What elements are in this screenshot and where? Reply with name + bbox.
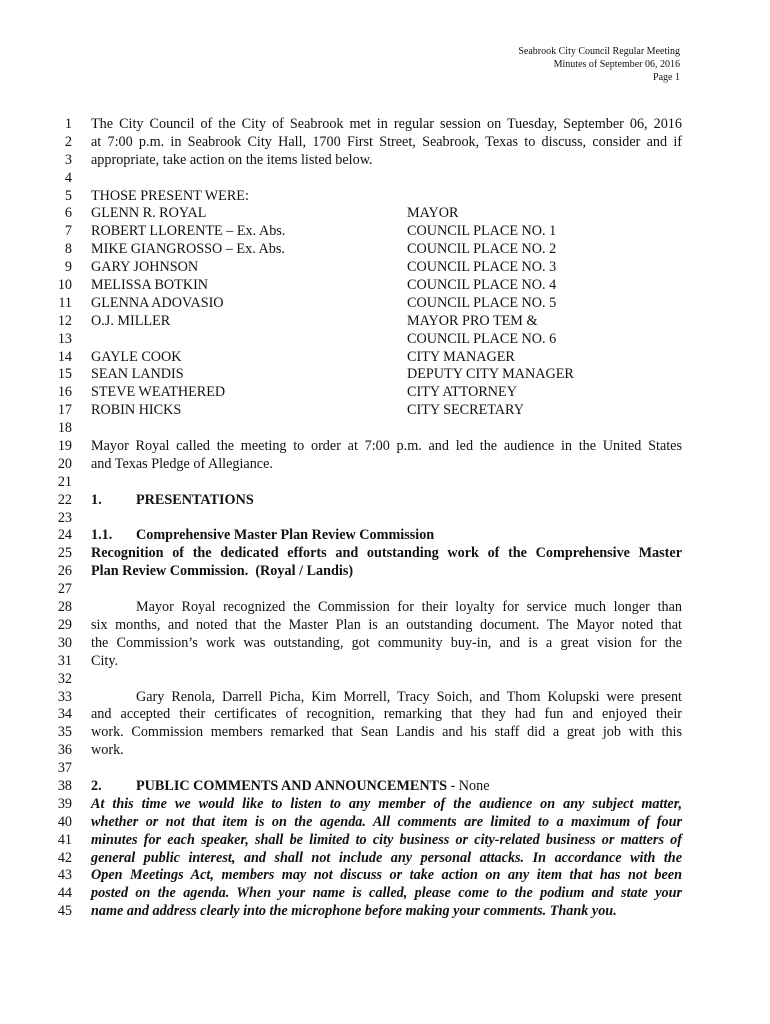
text-line [52, 742, 682, 760]
attendee-row [52, 313, 682, 331]
text-line [52, 760, 682, 778]
line-number: 19 [57, 438, 72, 455]
text-line [52, 635, 682, 653]
attendee-row [52, 349, 682, 367]
line-number: 3 [64, 151, 72, 168]
line-number: 9 [64, 259, 72, 276]
header-page-number: Page 1 [653, 72, 680, 83]
subsection-subtitle-line: Recognition of the dedicated efforts and outstanding work of the Comprehensive Master [91, 545, 682, 562]
line-number: 35 [57, 724, 72, 741]
attendee-row [52, 331, 682, 349]
header-meeting-title: Seabrook City Council Regular Meeting [518, 46, 680, 57]
line-number: 13 [57, 330, 72, 347]
subsection-subtitle-line: Plan Review Commission. (Royal / Landis) [91, 563, 354, 580]
line-number: 38 [57, 777, 72, 794]
line-number: 30 [57, 634, 72, 651]
attendee-name: SEAN LANDIS [91, 366, 184, 383]
attendee-row [52, 366, 682, 384]
line-number: 14 [57, 348, 72, 365]
line-number: 32 [57, 670, 72, 687]
public-comments-line: whether or not that item is on the agenda. All comments are limited to a maximum of four [91, 813, 682, 830]
text-line [52, 653, 682, 671]
section-title: PRESENTATIONS [136, 491, 254, 508]
section-suffix: - None [446, 777, 490, 794]
line-number: 31 [57, 652, 72, 669]
line-number: 27 [57, 581, 72, 598]
present-heading: THOSE PRESENT WERE: [91, 187, 249, 204]
paragraph-line: work. Commission members remarked that Sean Landis and his staff did a great job with this [91, 724, 682, 741]
line-number: 8 [64, 241, 72, 258]
attendee-title: COUNCIL PLACE NO. 5 [407, 294, 557, 311]
line-number: 29 [57, 616, 72, 633]
attendee-name: MELISSA BOTKIN [91, 277, 209, 294]
line-number: 34 [57, 706, 72, 723]
subsection-title: Comprehensive Master Plan Review Commission [136, 527, 435, 544]
attendee-name: STEVE WEATHERED [91, 384, 226, 401]
subsection-heading [52, 527, 682, 545]
section-number: 1. [91, 491, 102, 508]
line-number: 21 [57, 473, 72, 490]
call-to-order-line: and Texas Pledge of Allegiance. [91, 455, 273, 472]
line-number: 40 [57, 813, 72, 830]
intro-line: at 7:00 p.m. in Seabrook City Hall, 1700 First Street, Seabrook, Texas to discuss, consider and if [91, 133, 682, 150]
attendee-name: MIKE GIANGROSSO – Ex. Abs. [91, 241, 285, 258]
text-line [52, 510, 682, 528]
attendee-row [52, 277, 682, 295]
attendee-row [52, 259, 682, 277]
text-line [52, 850, 682, 868]
text-line [52, 617, 682, 635]
line-number: 42 [57, 849, 72, 866]
text-line [52, 545, 682, 563]
attendee-title: MAYOR [407, 205, 459, 222]
line-number: 7 [64, 223, 72, 240]
line-number: 23 [57, 509, 72, 526]
text-line [52, 563, 682, 581]
call-to-order-line: Mayor Royal called the meeting to order at 7:00 p.m. and led the audience in the United States [91, 438, 682, 455]
section-heading [52, 492, 682, 510]
line-number: 41 [57, 831, 72, 848]
text-line [52, 689, 682, 707]
text-line [52, 903, 682, 921]
text-line [52, 814, 682, 832]
page-header [380, 45, 680, 84]
line-number: 11 [58, 294, 72, 311]
line-number: 39 [57, 795, 72, 812]
paragraph-line: work. [91, 742, 124, 759]
text-line [52, 885, 682, 903]
text-line [52, 581, 682, 599]
text-line [52, 456, 682, 474]
attendee-row [52, 223, 682, 241]
line-number: 33 [57, 688, 72, 705]
line-number: 22 [57, 491, 72, 508]
attendee-name: GARY JOHNSON [91, 259, 199, 276]
attendee-row [52, 402, 682, 420]
public-comments-line: name and address clearly into the microphone before making your comments. Thank you. [91, 903, 617, 920]
line-number: 44 [57, 885, 72, 902]
line-number: 25 [57, 545, 72, 562]
line-number: 17 [57, 402, 72, 419]
attendee-title: COUNCIL PLACE NO. 6 [407, 330, 557, 347]
text-line [52, 706, 682, 724]
attendee-row [52, 295, 682, 313]
text-line [52, 796, 682, 814]
line-number: 10 [57, 277, 72, 294]
attendee-row [52, 241, 682, 259]
attendee-title: COUNCIL PLACE NO. 1 [407, 223, 557, 240]
attendee-title: CITY MANAGER [407, 348, 515, 365]
line-number: 15 [57, 366, 72, 383]
attendee-name: GLENN R. ROYAL [91, 205, 207, 222]
public-comments-line: minutes for each speaker, shall be limited to city business or city-related business or matters of [91, 831, 682, 848]
text-line [52, 116, 682, 134]
minutes-body [52, 116, 682, 921]
line-number: 16 [57, 384, 72, 401]
line-number: 26 [57, 563, 72, 580]
paragraph-line: City. [91, 652, 119, 669]
line-number: 2 [64, 133, 72, 150]
section-title: PUBLIC COMMENTS AND ANNOUNCEMENTS [136, 777, 447, 794]
attendee-title: CITY ATTORNEY [407, 384, 517, 401]
line-number: 43 [57, 867, 72, 884]
text-line [52, 474, 682, 492]
public-comments-line: general public interest, and shall not include any personal attacks. In accordance with the [91, 849, 682, 866]
text-line [52, 134, 682, 152]
attendee-name: ROBIN HICKS [91, 402, 182, 419]
text-line [52, 599, 682, 617]
paragraph-line: Mayor Royal recognized the Commission for their loyalty for service much longer than [136, 599, 682, 616]
line-number: 4 [64, 169, 72, 186]
text-line [52, 671, 682, 689]
attendee-title: DEPUTY CITY MANAGER [407, 366, 574, 383]
paragraph-line: six months, and noted that the Master Plan is an outstanding document. The Mayor noted that [91, 616, 682, 633]
paragraph-line: and accepted their certificates of recognition, remarking that they had fun and enjoyed their [91, 706, 682, 723]
attendee-title: COUNCIL PLACE NO. 3 [407, 259, 557, 276]
public-comments-line: posted on the agenda. When your name is called, please come to the podium and state your [91, 885, 682, 902]
public-comments-line: Open Meetings Act, members may not discuss or take action on any item that has not been [91, 867, 682, 884]
attendee-title: COUNCIL PLACE NO. 4 [407, 277, 557, 294]
text-line [52, 832, 682, 850]
intro-line: The City Council of the City of Seabrook met in regular session on Tuesday, September 06, 2016 [91, 116, 682, 132]
attendee-title: MAYOR PRO TEM & [407, 312, 538, 329]
line-number: 36 [57, 742, 72, 759]
paragraph-line: the Commission’s work was outstanding, got community buy-in, and is a great vision for the [91, 634, 682, 651]
attendee-title: COUNCIL PLACE NO. 2 [407, 241, 557, 258]
section-number: 2. [91, 777, 102, 794]
paragraph-line: Gary Renola, Darrell Picha, Kim Morrell, Tracy Soich, and Thom Kolupski were present [136, 688, 682, 705]
line-number: 6 [64, 205, 72, 222]
subsection-number: 1.1. [91, 527, 113, 544]
text-line [52, 152, 682, 170]
line-number: 20 [57, 455, 72, 472]
section-heading [52, 778, 682, 796]
attendee-name: GAYLE COOK [91, 348, 182, 365]
line-number: 18 [57, 420, 72, 437]
line-number: 1 [64, 116, 72, 132]
line-number: 12 [57, 312, 72, 329]
attendee-name: O.J. MILLER [91, 312, 171, 329]
intro-line: appropriate, take action on the items listed below. [91, 151, 373, 168]
public-comments-line: At this time we would like to listen to any member of the audience on any subject matter, [91, 795, 682, 812]
header-minutes-date: Minutes of September 06, 2016 [553, 59, 680, 70]
line-number: 45 [57, 903, 72, 920]
attendee-name: ROBERT LLORENTE – Ex. Abs. [91, 223, 286, 240]
attendee-title: CITY SECRETARY [407, 402, 524, 419]
line-number: 37 [57, 760, 72, 777]
text-line [52, 188, 682, 206]
attendee-row [52, 205, 682, 223]
text-line [52, 420, 682, 438]
text-line [52, 867, 682, 885]
attendee-name: GLENNA ADOVASIO [91, 294, 224, 311]
text-line [52, 724, 682, 742]
attendee-row [52, 384, 682, 402]
line-number: 5 [64, 187, 72, 204]
text-line [52, 438, 682, 456]
text-line [52, 170, 682, 188]
line-number: 28 [57, 599, 72, 616]
line-number: 24 [57, 527, 72, 544]
